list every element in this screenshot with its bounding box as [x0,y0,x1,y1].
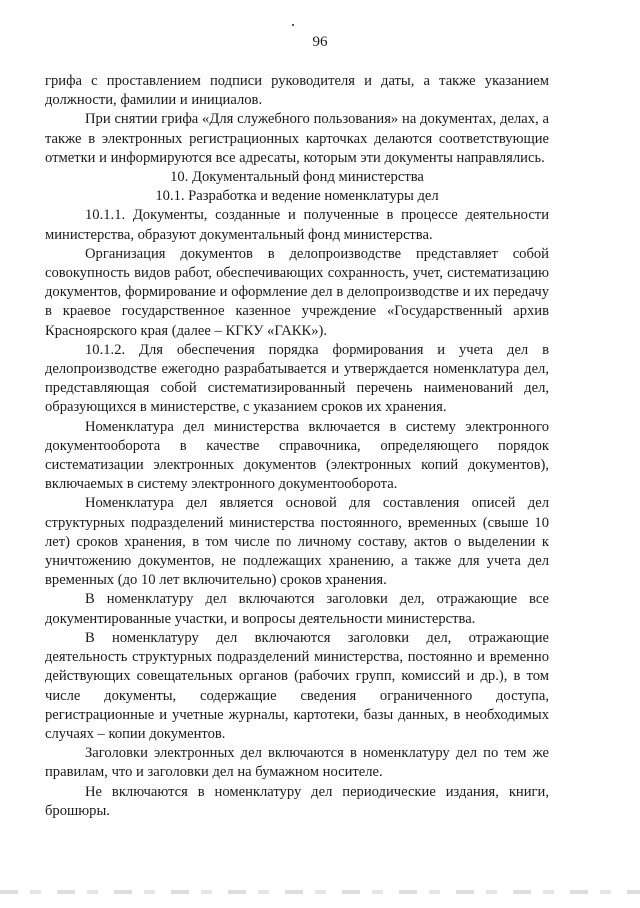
paragraph: Заголовки электронных дел включаются в номенклатуру дел по тем же правилам, что и заголовки дел на бумажном носителе. [45,745,549,781]
scan-speck [292,24,294,26]
page-number: 96 [312,34,328,50]
paragraph: Не включаются в номенклатуру дел периодические издания, книги, брошюры. [45,783,549,819]
paragraph: 10.1.2. Для обеспечения порядка формирования и учета дел в делопроизводстве ежегодно разрабатывается и утверждается номенклатура дел, представляющая собой систематизированный перечень наименований дел, образующихся в министерстве, с указанием сроков их хранения. [45,341,549,416]
paragraph: Номенклатура дел является основой для составления описей дел структурных подразделений министерства постоянного, временных (свыше 10 лет) сроков хранения, в том числе по личному составу, актов о выделении к уничтожению документов, не подлежащих хранению, а также для учета дел временных (до 10 лет включительно) сроков хранения. [45,495,549,589]
paragraph: 10.1.1. Документы, созданные и полученные в процессе деятельности министерства, образуют документальный фонд министерства. [45,207,549,243]
paragraph: При снятии грифа «Для служебного пользования» на документах, делах, а также в электронных регистрационных карточках делаются соответствующие отметки и информируются все адресаты, которым эти документы направлялись. [45,111,549,166]
section-heading: 10. Документальный фонд министерства [170,169,424,186]
paragraph: В номенклатуру дел включаются заголовки дел, отражающие все документированные участки, и вопросы деятельности министерства. [45,591,549,627]
paragraph: грифа с проставлением подписи руководителя и даты, а также указанием должности, фамилии и инициалов. [45,73,549,109]
subsection-heading: 10.1. Разработка и ведение номенклатуры дел [155,188,439,205]
scan-edge-noise [0,890,640,894]
paragraph: В номенклатуру дел включаются заголовки дел, отражающие деятельность структурных подразделений министерства, постоянно и временно действующих совещательных органов (рабочих групп, комиссий и др.), в том числе документы, содержащие сведения ограниченного доступа, регистрационные и учетные журналы, картотеки, базы данных, в необходимых случаях – копии документов. [45,629,549,742]
document-body [45,72,549,821]
paragraph: Номенклатура дел министерства включается в систему электронного документооборота в качестве справочника, определяющего порядок систематизации электронных документов (электронных копий документов), включаемых в систему электронного документооборота. [45,418,549,493]
paragraph: Организация документов в делопроизводстве представляет собой совокупность видов работ, обеспечивающих сохранность, учет, систематизацию документов, формирование и оформление дел в делопроизводстве и их передачу в краевое государственное казенное учреждение «Государственный архив Красноярского края (далее – КГКУ «ГАКК»). [45,245,549,339]
